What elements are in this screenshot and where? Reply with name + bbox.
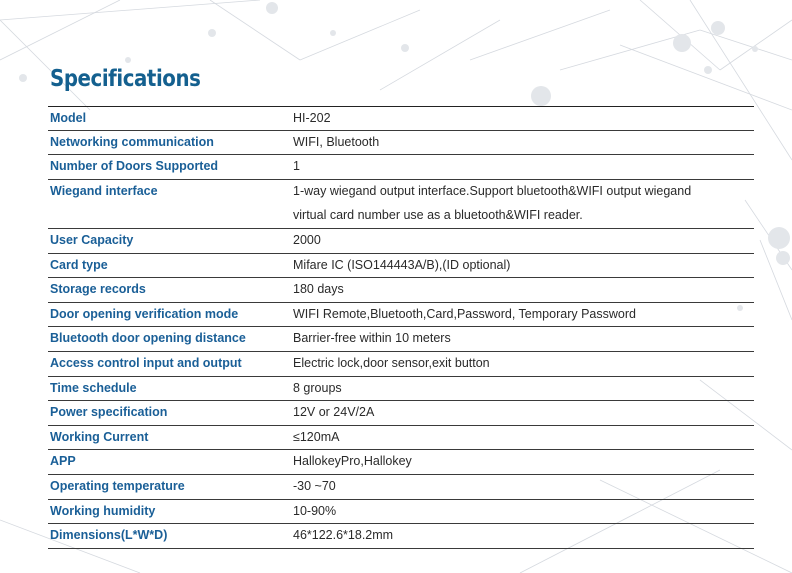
spec-row (48, 426, 754, 451)
spec-row (48, 524, 754, 549)
spec-row (48, 229, 754, 254)
spec-label: Model (50, 111, 87, 125)
spec-value: 2000 (293, 232, 321, 247)
spec-label: Working Current (50, 429, 149, 444)
spec-label: Dimensions(L*W*D) (50, 528, 168, 543)
spec-row (48, 500, 754, 525)
spec-row (48, 450, 754, 475)
spec-value: HallokeyPro,Hallokey (293, 454, 412, 469)
spec-value: HI-202 (293, 111, 331, 125)
spec-row (48, 475, 754, 500)
spec-value: 1-way wiegand output interface.Support bluetooth&WIFI output wiegand (293, 183, 692, 198)
spec-row (48, 180, 754, 205)
spec-row (48, 401, 754, 426)
spec-label: Number of Doors Supported (50, 159, 219, 174)
spec-label: Door opening verification mode (50, 306, 239, 321)
spec-value: WIFI Remote,Bluetooth,Card,Password, Temporary Password (293, 306, 636, 321)
spec-label: User Capacity (50, 232, 134, 247)
spec-value: Electric lock,door sensor,exit button (293, 355, 490, 370)
spec-value: 10-90% (293, 503, 337, 518)
spec-row (48, 327, 754, 352)
spec-value: 180 days (293, 282, 344, 297)
spec-label: Card type (50, 257, 108, 272)
spec-label: Networking communication (50, 134, 214, 149)
spec-value: ≤120mA (293, 429, 340, 444)
spec-value: 12V or 24V/2A (293, 405, 375, 420)
spec-label: Operating temperature (50, 478, 185, 493)
spec-row (48, 131, 754, 156)
page-title: Specifications (50, 66, 201, 92)
spec-value: Mifare IC (ISO144443A/B),(ID optional) (293, 257, 511, 272)
spec-row (48, 303, 754, 328)
spec-value: Barrier-free within 10 meters (293, 331, 451, 346)
spec-value: 1 (293, 159, 300, 174)
spec-row (48, 106, 754, 131)
spec-value: 8 groups (293, 380, 342, 395)
spec-row (48, 204, 754, 229)
spec-label: Storage records (50, 282, 146, 297)
spec-label: APP (50, 454, 76, 469)
specifications-table (48, 106, 754, 549)
spec-value: 46*122.6*18.2mm (293, 528, 394, 543)
spec-row (48, 352, 754, 377)
spec-label: Wiegand interface (50, 183, 158, 198)
spec-label: Bluetooth door opening distance (50, 331, 246, 346)
spec-label: Access control input and output (50, 355, 242, 370)
spec-row (48, 254, 754, 279)
spec-row (48, 278, 754, 303)
spec-label: Time schedule (50, 380, 137, 395)
spec-value: WIFI, Bluetooth (293, 134, 380, 149)
spec-row (48, 377, 754, 402)
spec-value: virtual card number use as a bluetooth&WIFI reader. (293, 208, 583, 223)
spec-row (48, 155, 754, 180)
spec-label: Working humidity (50, 503, 156, 518)
spec-value: -30 ~70 (293, 478, 336, 493)
spec-label: Power specification (50, 405, 168, 420)
